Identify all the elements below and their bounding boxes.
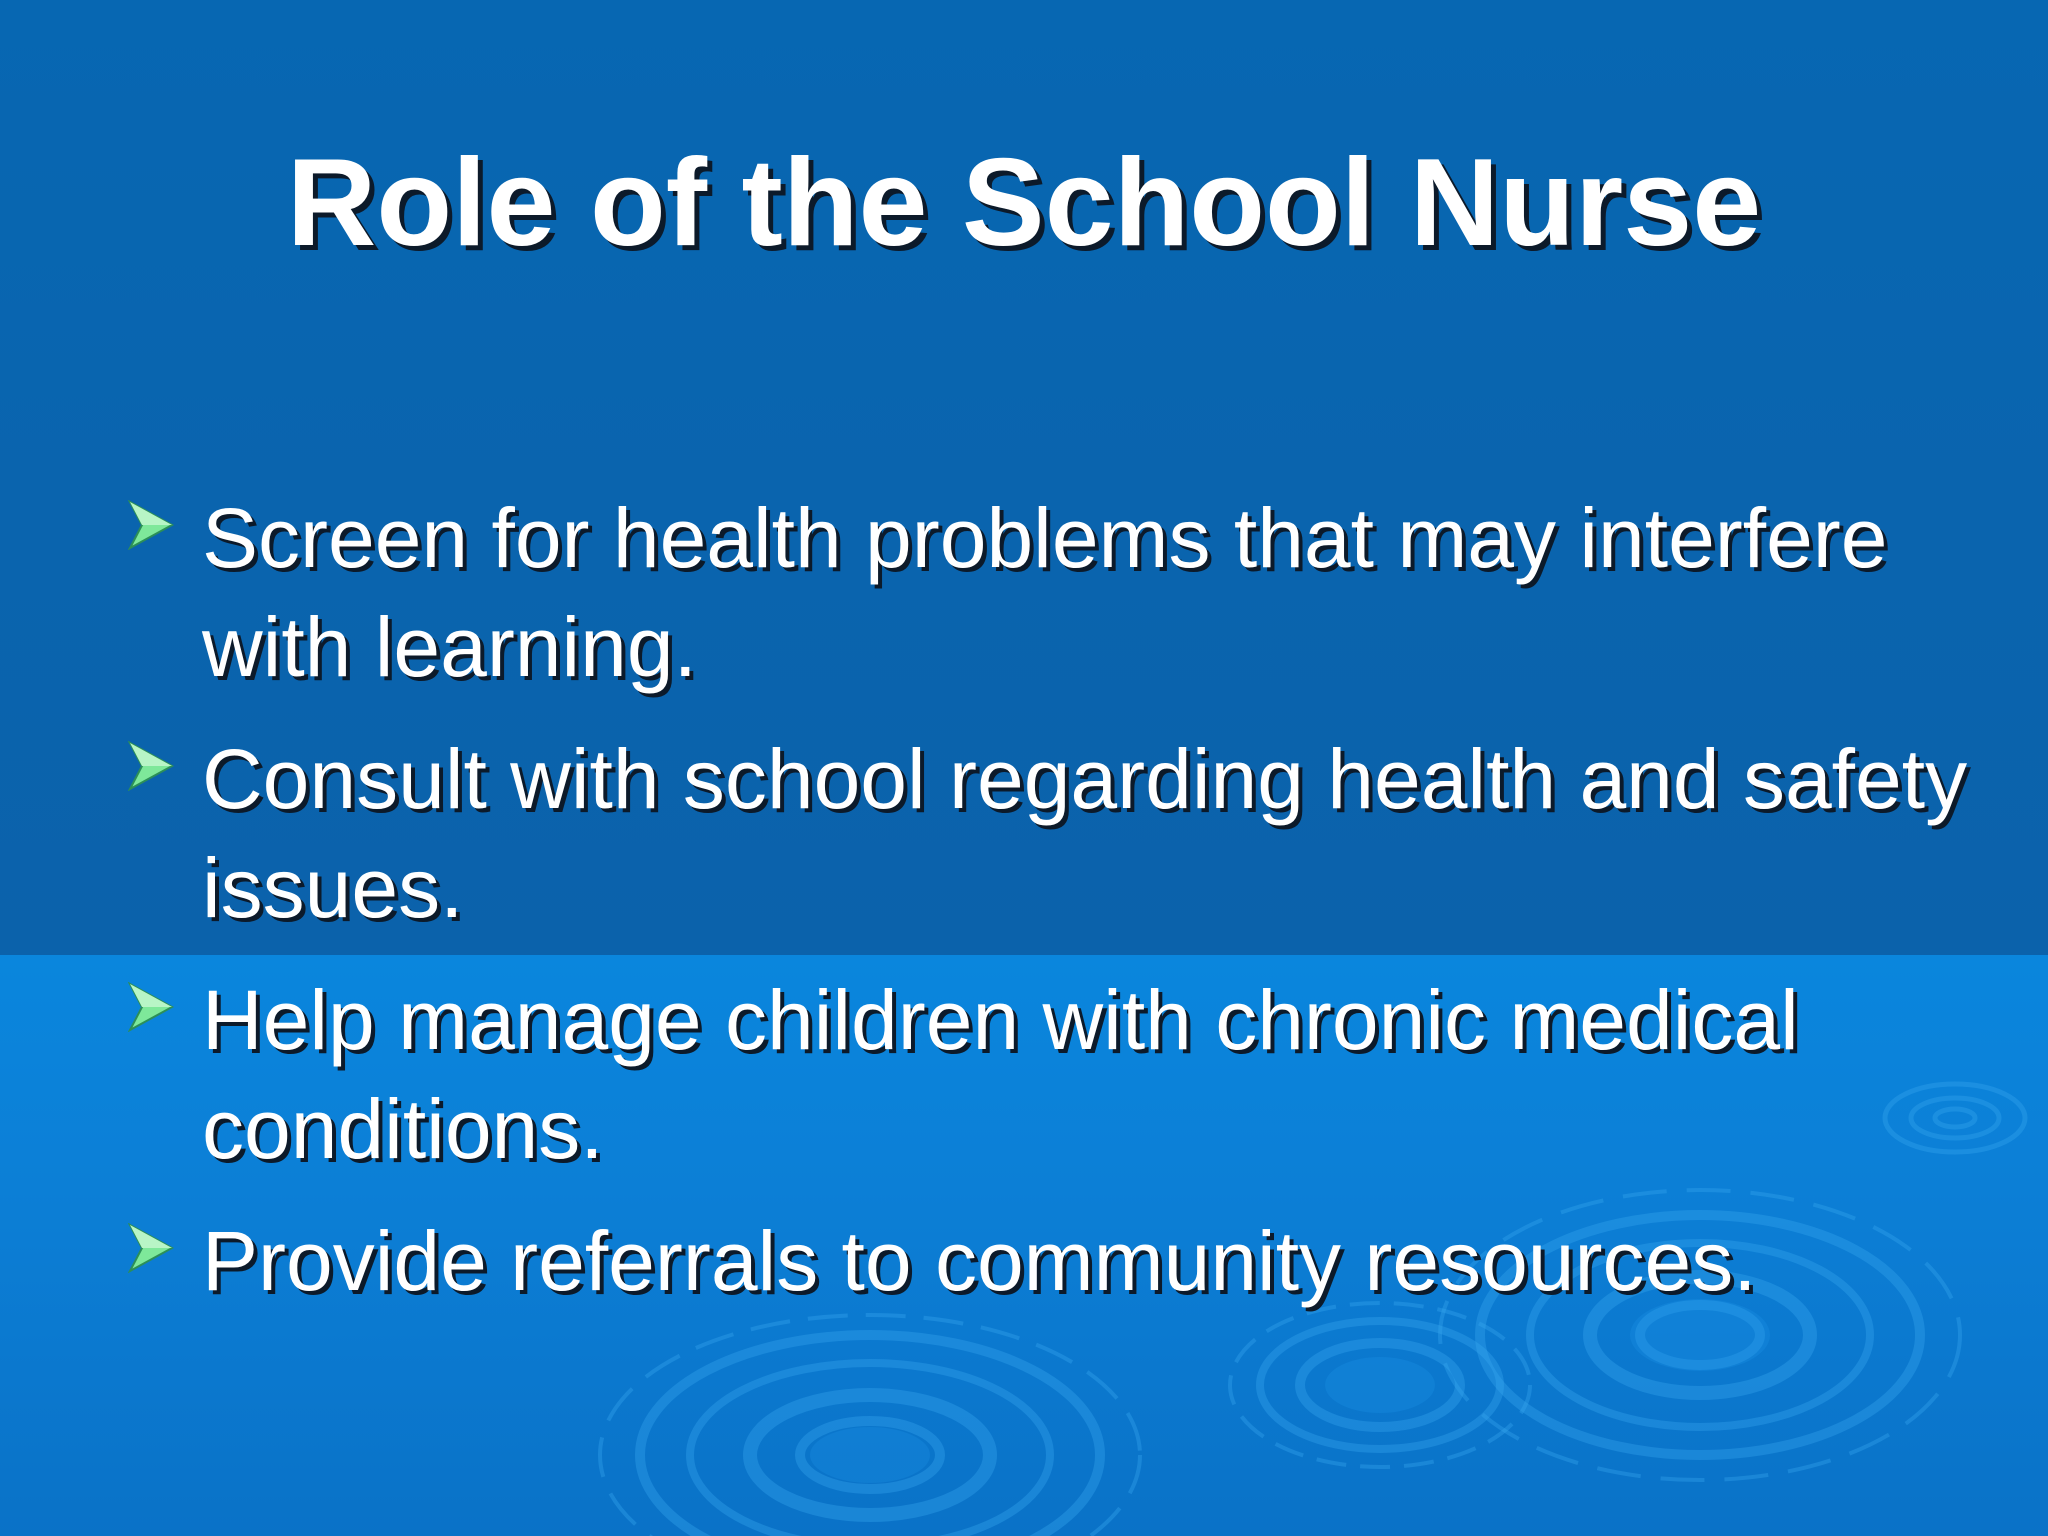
slide-title: Role of the School Nurse — [286, 134, 1762, 272]
arrow-bullet-icon — [128, 741, 174, 791]
bullet-text: Consult with school regarding health and safety issues. — [202, 732, 1968, 935]
bullet-text: Help manage children with chronic medical conditions. — [202, 973, 1799, 1176]
bullet-list — [128, 484, 2008, 1339]
arrow-bullet-icon — [128, 982, 174, 1032]
bullet-text: Provide referrals to community resources. — [202, 1214, 1757, 1308]
bullet-item — [128, 725, 2008, 943]
bullet-item — [128, 1207, 2008, 1316]
arrow-bullet-icon — [128, 500, 174, 550]
bullet-text: Screen for health problems that may interfere with learning. — [202, 491, 1888, 694]
bullet-item — [128, 966, 2008, 1184]
bullet-item — [128, 484, 2008, 702]
arrow-bullet-icon — [128, 1223, 174, 1273]
